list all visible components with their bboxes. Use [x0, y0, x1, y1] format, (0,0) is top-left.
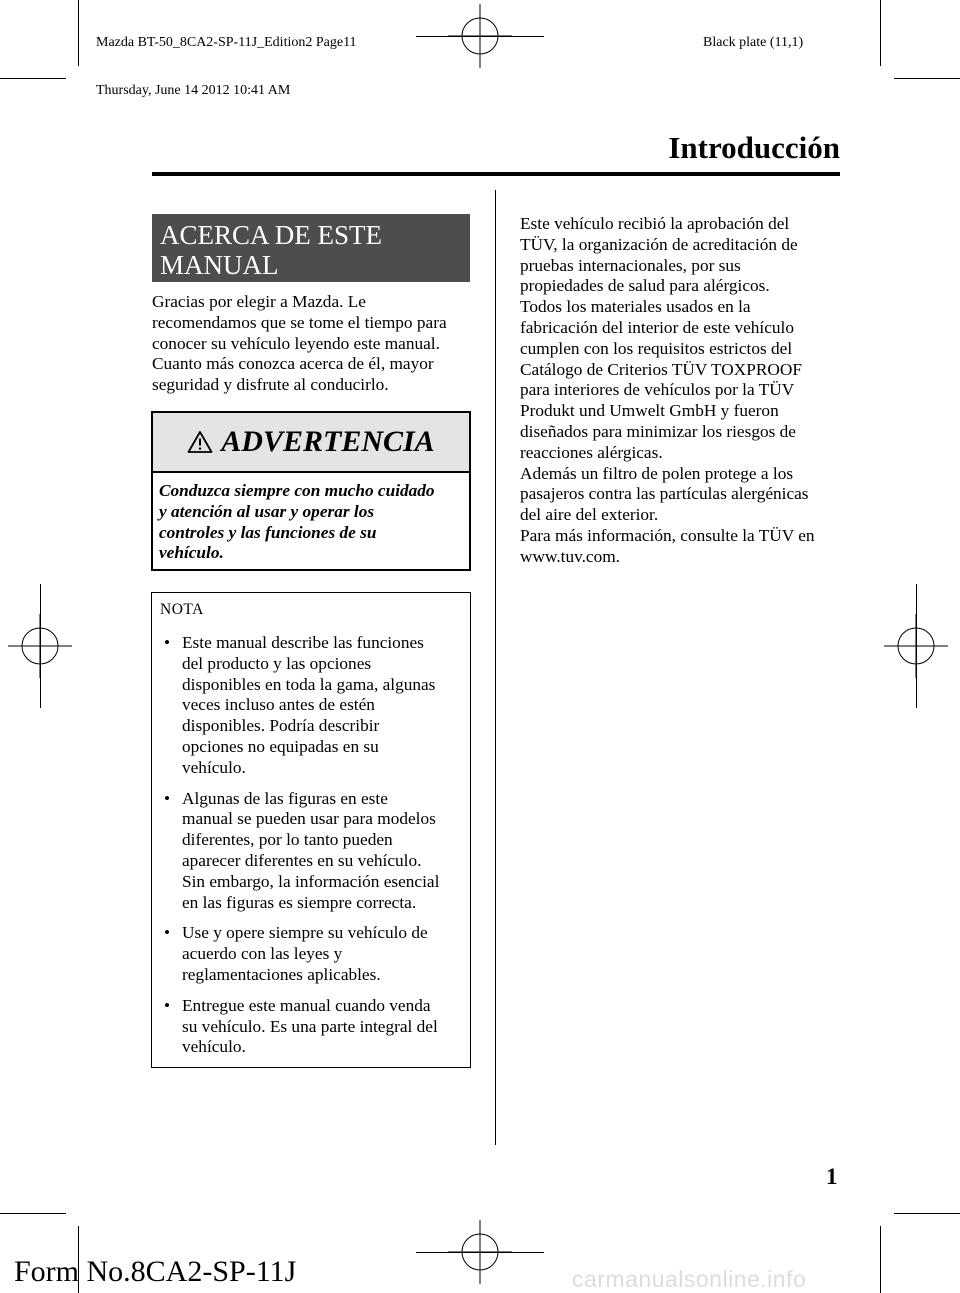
- text-line: cumplen con los requisitos estrictos del: [520, 338, 793, 358]
- text-line: aparecer diferentes en su vehículo.: [182, 850, 422, 870]
- text-line: seguridad y disfrute al conducirlo.: [152, 375, 389, 395]
- column-divider: [495, 190, 496, 1145]
- crop-mark: [894, 78, 960, 79]
- crop-mark: [78, 0, 79, 66]
- intro-paragraph: [152, 292, 482, 396]
- text-line: recomendamos que se tome el tiempo para: [152, 312, 447, 332]
- text-line: conocer su vehículo leyendo este manual.: [152, 333, 440, 353]
- note-box: [151, 592, 471, 1068]
- text-line: disponibles en toda la gama, algunas: [182, 674, 436, 694]
- text-line: propiedades de salud para alérgicos.: [520, 276, 770, 296]
- crop-mark: [880, 0, 881, 66]
- text-line: veces incluso antes de estén: [182, 695, 375, 715]
- text-line: vehículo.: [182, 1037, 246, 1057]
- chapter-heading: [152, 214, 470, 282]
- right-column-text: [520, 214, 850, 568]
- list-item: [160, 789, 464, 914]
- text-line: acuerdo con las leyes y: [182, 944, 343, 964]
- heading-line: ACERCA DE ESTE: [160, 220, 383, 250]
- bullet: •: [164, 633, 171, 652]
- crop-mark: [880, 1226, 881, 1293]
- text-line: controles y las funciones de su: [159, 522, 377, 542]
- text-line: diseñados para minimizar los riesgos de: [520, 421, 796, 441]
- plate-label: Black plate (11,1): [703, 35, 804, 50]
- text-line: del aire del exterior.: [520, 505, 659, 525]
- text-line: Este manual describe las funciones: [182, 633, 424, 652]
- crop-mark: [40, 584, 41, 708]
- note-title: NOTA: [160, 601, 204, 618]
- text-line: pasajeros contra las partículas alergénicas: [520, 484, 809, 504]
- text-line: Catálogo de Criterios TÜV TOXPROOF: [520, 359, 802, 379]
- print-info-line: Mazda BT-50_8CA2-SP-11J_Edition2 Page11: [96, 35, 357, 50]
- crop-mark: [916, 584, 917, 708]
- bullet: •: [164, 995, 171, 1015]
- text-line: disponibles. Podría describir: [182, 716, 380, 736]
- text-line: www.tuv.com.: [520, 546, 620, 566]
- crop-mark: [416, 36, 544, 37]
- watermark: carmanualsonline.info: [572, 1266, 807, 1292]
- text-line: TÜV, la organización de acreditación de: [520, 234, 798, 254]
- text-line: vehículo.: [159, 543, 224, 563]
- note-list: [160, 633, 464, 1068]
- print-info: [96, 3, 357, 115]
- bullet: •: [164, 788, 171, 808]
- text-line: vehículo.: [182, 757, 246, 777]
- text-line: reacciones alérgicas.: [520, 442, 663, 462]
- heading-line: MANUAL: [160, 250, 279, 280]
- warning-triangle-icon: [187, 430, 213, 454]
- text-line: opciones no equipadas en su: [182, 736, 379, 756]
- text-line: Además un filtro de polen protege a los: [520, 463, 794, 483]
- text-line: Gracias por elegir a Mazda. Le: [152, 292, 366, 311]
- list-item: [160, 923, 464, 985]
- form-number: Form No.8CA2-SP-11J: [14, 1255, 297, 1288]
- text-line: Cuanto más conozca acerca de él, mayor: [152, 354, 434, 374]
- text-line: Entregue este manual cuando venda: [182, 995, 431, 1015]
- text-line: Produkt und Umwelt GmbH y fueron: [520, 401, 779, 421]
- text-line: para interiores de vehículos por la TÜV: [520, 380, 795, 400]
- warning-title: ADVERTENCIA: [221, 425, 435, 458]
- text-line: en las figuras es siempre correcta.: [182, 892, 417, 912]
- text-line: Conduzca siempre con mucho cuidado: [159, 481, 435, 500]
- print-info-line: Thursday, June 14 2012 10:41 AM: [96, 83, 291, 98]
- text-line: fabricación del interior de este vehículo: [520, 317, 794, 337]
- text-line: Use y opere siempre su vehículo de: [182, 923, 428, 943]
- text-line: Para más información, consulte la TÜV en: [520, 525, 815, 545]
- warning-box: [151, 411, 471, 571]
- warning-text: [153, 473, 469, 564]
- text-line: Algunas de las figuras en este: [182, 788, 388, 808]
- header-rule: [152, 172, 840, 176]
- crop-mark: [416, 1252, 544, 1253]
- section-title: Introducción: [668, 130, 840, 165]
- text-line: Sin embargo, la información esencial: [182, 871, 440, 891]
- list-item: [160, 633, 464, 779]
- warning-header: [153, 413, 469, 473]
- text-line: Este vehículo recibió la aprobación del: [520, 214, 790, 233]
- text-line: Todos los materiales usados en la: [520, 297, 751, 317]
- text-line: pruebas internacionales, por sus: [520, 255, 741, 275]
- text-line: manual se pueden usar para modelos: [182, 809, 436, 829]
- text-line: reglamentaciones aplicables.: [182, 964, 381, 984]
- page-number: 1: [826, 1164, 838, 1189]
- text-line: y atención al usar y operar los: [159, 501, 375, 521]
- crop-mark: [0, 1213, 66, 1214]
- text-line: del producto y las opciones: [182, 653, 372, 673]
- crop-mark: [0, 78, 66, 79]
- crop-mark: [894, 1213, 960, 1214]
- text-line: su vehículo. Es una parte integral del: [182, 1016, 438, 1036]
- bullet: •: [164, 923, 171, 943]
- list-item: [160, 996, 464, 1058]
- text-line: diferentes, por lo tanto pueden: [182, 830, 393, 850]
